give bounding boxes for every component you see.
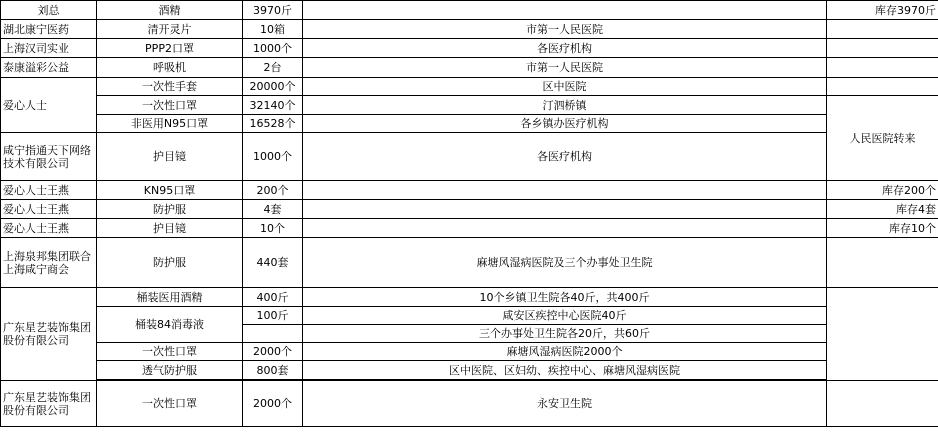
table-row — [1, 200, 938, 219]
item-cell: 护目镜 — [97, 219, 243, 238]
donor-cell: 爱心人士王燕 — [1, 181, 97, 200]
destination-cell: 各乡镇办医疗机构 — [303, 115, 827, 133]
table-row — [1, 96, 938, 115]
note-cell: 库存3970斤 — [827, 1, 938, 20]
quantity-cell: 10箱 — [243, 20, 303, 39]
item-cell: 桶装医用酒精 — [97, 288, 243, 307]
quantity-cell: 800套 — [243, 361, 303, 380]
table-row — [1, 115, 938, 133]
item-cell: 一次性手套 — [97, 78, 243, 96]
destination-cell: 永安卫生院 — [303, 381, 827, 427]
note-cell: 库存200个 — [827, 181, 938, 200]
table-row — [1, 1, 938, 20]
destination-cell: 市第一人民医院 — [303, 20, 827, 39]
table-row — [1, 39, 938, 58]
item-cell: 防护服 — [97, 200, 243, 219]
item-cell: 防护服 — [97, 238, 243, 288]
table-row — [1, 133, 938, 181]
quantity-cell: 4套 — [243, 200, 303, 219]
destination-cell: 三个办事处卫生院各20斤，共60斤 — [303, 325, 827, 343]
note-cell — [827, 39, 938, 58]
table-row — [1, 58, 938, 78]
table-row — [1, 307, 938, 325]
table-row — [1, 381, 938, 427]
donor-cell: 爱心人士王燕 — [1, 200, 97, 219]
note-cell — [827, 58, 938, 78]
donor-cell: 爱心人士王燕 — [1, 219, 97, 238]
table-row — [1, 181, 938, 200]
note-cell: 库存4套 — [827, 200, 938, 219]
item-cell: PPP2口罩 — [97, 39, 243, 58]
quantity-cell: 440套 — [243, 238, 303, 288]
donor-cell: 泰康溢彩公益 — [1, 58, 97, 78]
note-cell: 人民医院转来 — [827, 96, 938, 181]
destination-cell: 各医疗机构 — [303, 39, 827, 58]
quantity-cell: 32140个 — [243, 96, 303, 115]
item-cell: 酒精 — [97, 1, 243, 20]
quantity-cell: 2000个 — [243, 343, 303, 361]
quantity-cell: 200个 — [243, 181, 303, 200]
destination-cell: 区中医院 — [303, 78, 827, 96]
item-cell: 一次性口罩 — [97, 381, 243, 427]
donor-cell: 上海泉邦集团联合上海咸宁商会 — [1, 238, 97, 288]
quantity-cell: 3970斤 — [243, 1, 303, 20]
destination-cell — [303, 1, 827, 20]
destination-cell: 市第一人民医院 — [303, 58, 827, 78]
item-cell: KN95口罩 — [97, 181, 243, 200]
note-cell — [827, 20, 938, 39]
donor-cell: 湖北康宁医药 — [1, 20, 97, 39]
quantity-cell: 20000个 — [243, 78, 303, 96]
quantity-cell: 16528个 — [243, 115, 303, 133]
destination-cell: 麻塘风湿病医院2000个 — [303, 343, 827, 361]
item-cell: 非医用N95口罩 — [97, 115, 243, 133]
table-row — [1, 343, 938, 361]
quantity-cell: 1000个 — [243, 39, 303, 58]
destination-cell: 10个乡镇卫生院各40斤，共400斤 — [303, 288, 827, 307]
table-row — [1, 361, 938, 380]
donor-cell: 上海汉司实业 — [1, 39, 97, 58]
donor-cell: 爱心人士 — [1, 78, 97, 133]
note-cell — [827, 288, 938, 381]
destination-cell: 区中医院、区妇幼、疾控中心、麻塘风湿病医院 — [303, 361, 827, 380]
table-row — [1, 20, 938, 39]
quantity-cell: 400斤 — [243, 288, 303, 307]
destination-cell — [303, 200, 827, 219]
donor-cell: 广东星艺装饰集团股份有限公司 — [1, 381, 97, 427]
destination-cell — [303, 219, 827, 238]
quantity-cell: 2000个 — [243, 381, 303, 427]
destination-cell: 各医疗机构 — [303, 133, 827, 181]
destination-cell: 汀泗桥镇 — [303, 96, 827, 115]
table-row — [1, 78, 938, 96]
note-cell — [827, 238, 938, 288]
table-row — [1, 288, 938, 307]
table-row — [1, 219, 938, 238]
donor-cell: 刘总 — [1, 1, 97, 20]
item-cell: 透气防护服 — [97, 361, 243, 380]
destination-cell: 麻塘风湿病医院及三个办事处卫生院 — [303, 238, 827, 288]
table-row — [1, 238, 938, 288]
destination-cell — [303, 181, 827, 200]
quantity-cell: 10个 — [243, 219, 303, 238]
item-cell: 护目镜 — [97, 133, 243, 181]
quantity-cell: 1000个 — [243, 133, 303, 181]
item-cell: 呼吸机 — [97, 58, 243, 78]
item-cell: 清开灵片 — [97, 20, 243, 39]
note-cell — [827, 381, 938, 427]
note-cell: 库存10个 — [827, 219, 938, 238]
quantity-cell — [243, 325, 303, 343]
donor-cell: 广东星艺装饰集团股份有限公司 — [1, 288, 97, 381]
destination-cell: 咸安区疾控中心医院40斤 — [303, 307, 827, 325]
item-cell: 一次性口罩 — [97, 96, 243, 115]
item-cell: 桶装84消毒液 — [97, 307, 243, 343]
donor-cell: 咸宁指通天下网络技术有限公司 — [1, 133, 97, 181]
quantity-cell: 2台 — [243, 58, 303, 78]
quantity-cell: 100斤 — [243, 307, 303, 325]
note-cell — [827, 78, 938, 96]
item-cell: 一次性口罩 — [97, 343, 243, 361]
